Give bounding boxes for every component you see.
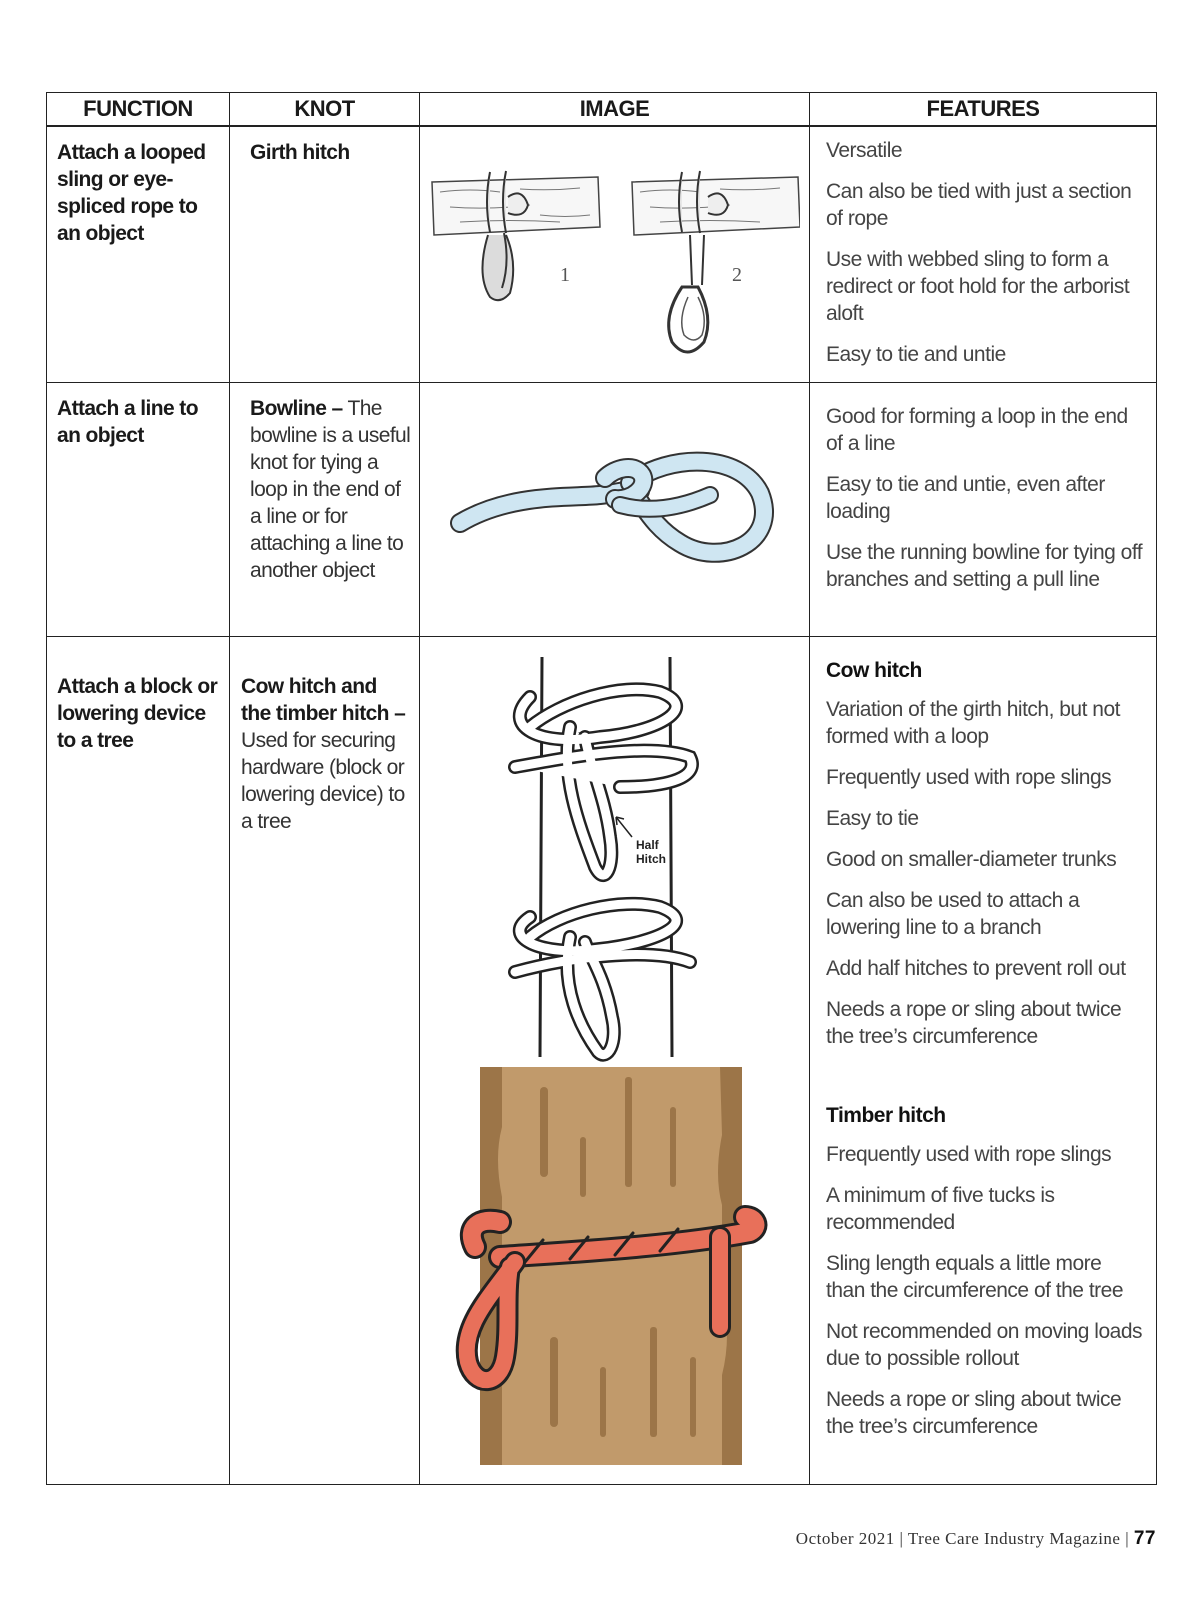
image-cell <box>420 126 810 383</box>
header-image: IMAGE <box>420 93 810 127</box>
features-cell <box>810 126 1157 383</box>
girth-hitch-illustration <box>420 127 800 377</box>
feature-item: Variation of the girth hitch, but not formed with a loop <box>826 698 1120 748</box>
feature-item: Use the running bowline for tying off branches and setting a pull line <box>826 541 1143 591</box>
feature-item: Needs a rope or sling about twice the tree’s circumference <box>826 998 1122 1048</box>
half-hitch-label-line: Half <box>636 838 659 852</box>
knot-name: Bowline – <box>250 397 343 420</box>
branch-1 <box>432 171 600 300</box>
header-knot: KNOT <box>230 93 420 127</box>
cow-hitch-illustration <box>420 637 800 1067</box>
function-text: Attach a looped sling or eye-spliced rope to an object <box>57 141 206 245</box>
function-cell <box>47 126 230 383</box>
half-hitch-arrow-icon <box>616 817 632 837</box>
feature-item: Use with webbed sling to form a redirect or foot hold for the arborist aloft <box>826 248 1130 325</box>
feature-item: Frequently used with rope slings <box>826 1143 1112 1166</box>
knot-cell <box>230 637 420 1485</box>
knot-description: The bowline is a useful knot for tying a loop in the end of a line or for attaching a line to another object <box>250 397 411 582</box>
features-cell <box>810 383 1157 637</box>
header-features: FEATURES <box>810 93 1157 127</box>
function-cell <box>47 383 230 637</box>
bowline-illustration <box>420 383 800 633</box>
knot-text <box>230 637 419 835</box>
feature-item: Not recommended on moving loads due to possible rollout <box>826 1320 1143 1370</box>
image-cell <box>420 383 810 637</box>
function-text: Attach a line to an object <box>57 397 198 447</box>
knot-cell <box>230 126 420 383</box>
knot-name: Cow hitch and the timber hitch – <box>241 675 406 725</box>
feature-item: Easy to tie and untie <box>826 343 1006 366</box>
knot-text <box>230 127 419 166</box>
feature-item: Easy to tie <box>826 807 919 830</box>
timber-hitch-illustration <box>420 1067 800 1467</box>
image-label-2: 2 <box>732 264 742 286</box>
feature-item: Good on smaller-diameter trunks <box>826 848 1117 871</box>
knot-description: Used for securing hardware (block or lowering device) to a tree <box>241 729 405 833</box>
features-list <box>810 383 1156 593</box>
knots-table <box>46 92 1157 1485</box>
knot-text <box>230 383 419 584</box>
function-text: Attach a block or lowering device to a tree <box>57 675 218 752</box>
feature-item: Sling length equals a little more than the circumference of the tree <box>826 1252 1124 1302</box>
feature-item: Add half hitches to prevent roll out <box>826 957 1126 980</box>
page-footer <box>796 1528 1156 1550</box>
function-cell <box>47 637 230 1485</box>
branch-2 <box>632 171 800 352</box>
footer-text: October 2021 | Tree Care Industry Magazine | <box>795 1529 1134 1548</box>
features-list <box>810 127 1156 368</box>
image-label-1: 1 <box>560 264 570 286</box>
features-cell <box>810 637 1157 1485</box>
table-row <box>47 383 1157 637</box>
feature-item: Frequently used with rope slings <box>826 766 1112 789</box>
feature-item: Versatile <box>826 139 903 162</box>
feature-item: Needs a rope or sling about twice the tree’s circumference <box>826 1388 1122 1438</box>
half-hitch-label-line: Hitch <box>636 852 666 866</box>
header-function: FUNCTION <box>47 93 230 127</box>
feature-item: Can also be used to attach a lowering line to a branch <box>826 889 1080 939</box>
feature-item: Can also be tied with just a section of rope <box>826 180 1132 230</box>
table-row <box>47 126 1157 383</box>
page-number: 77 <box>1133 1528 1156 1549</box>
feature-item: A minimum of five tucks is recommended <box>826 1184 1055 1234</box>
feature-item: Easy to tie and untie, even after loading <box>826 473 1105 523</box>
features-list <box>810 637 1156 1440</box>
cow-hitch-heading: Cow hitch <box>826 659 922 682</box>
half-hitch-label <box>636 838 666 866</box>
image-cell <box>420 637 810 1485</box>
feature-item: Good for forming a loop in the end of a line <box>826 405 1128 455</box>
timber-hitch-heading: Timber hitch <box>826 1104 946 1127</box>
header-row <box>47 93 1157 127</box>
knot-name: Girth hitch <box>250 141 350 164</box>
carabiner-icon <box>669 287 708 352</box>
knot-cell <box>230 383 420 637</box>
table-row <box>47 637 1157 1485</box>
